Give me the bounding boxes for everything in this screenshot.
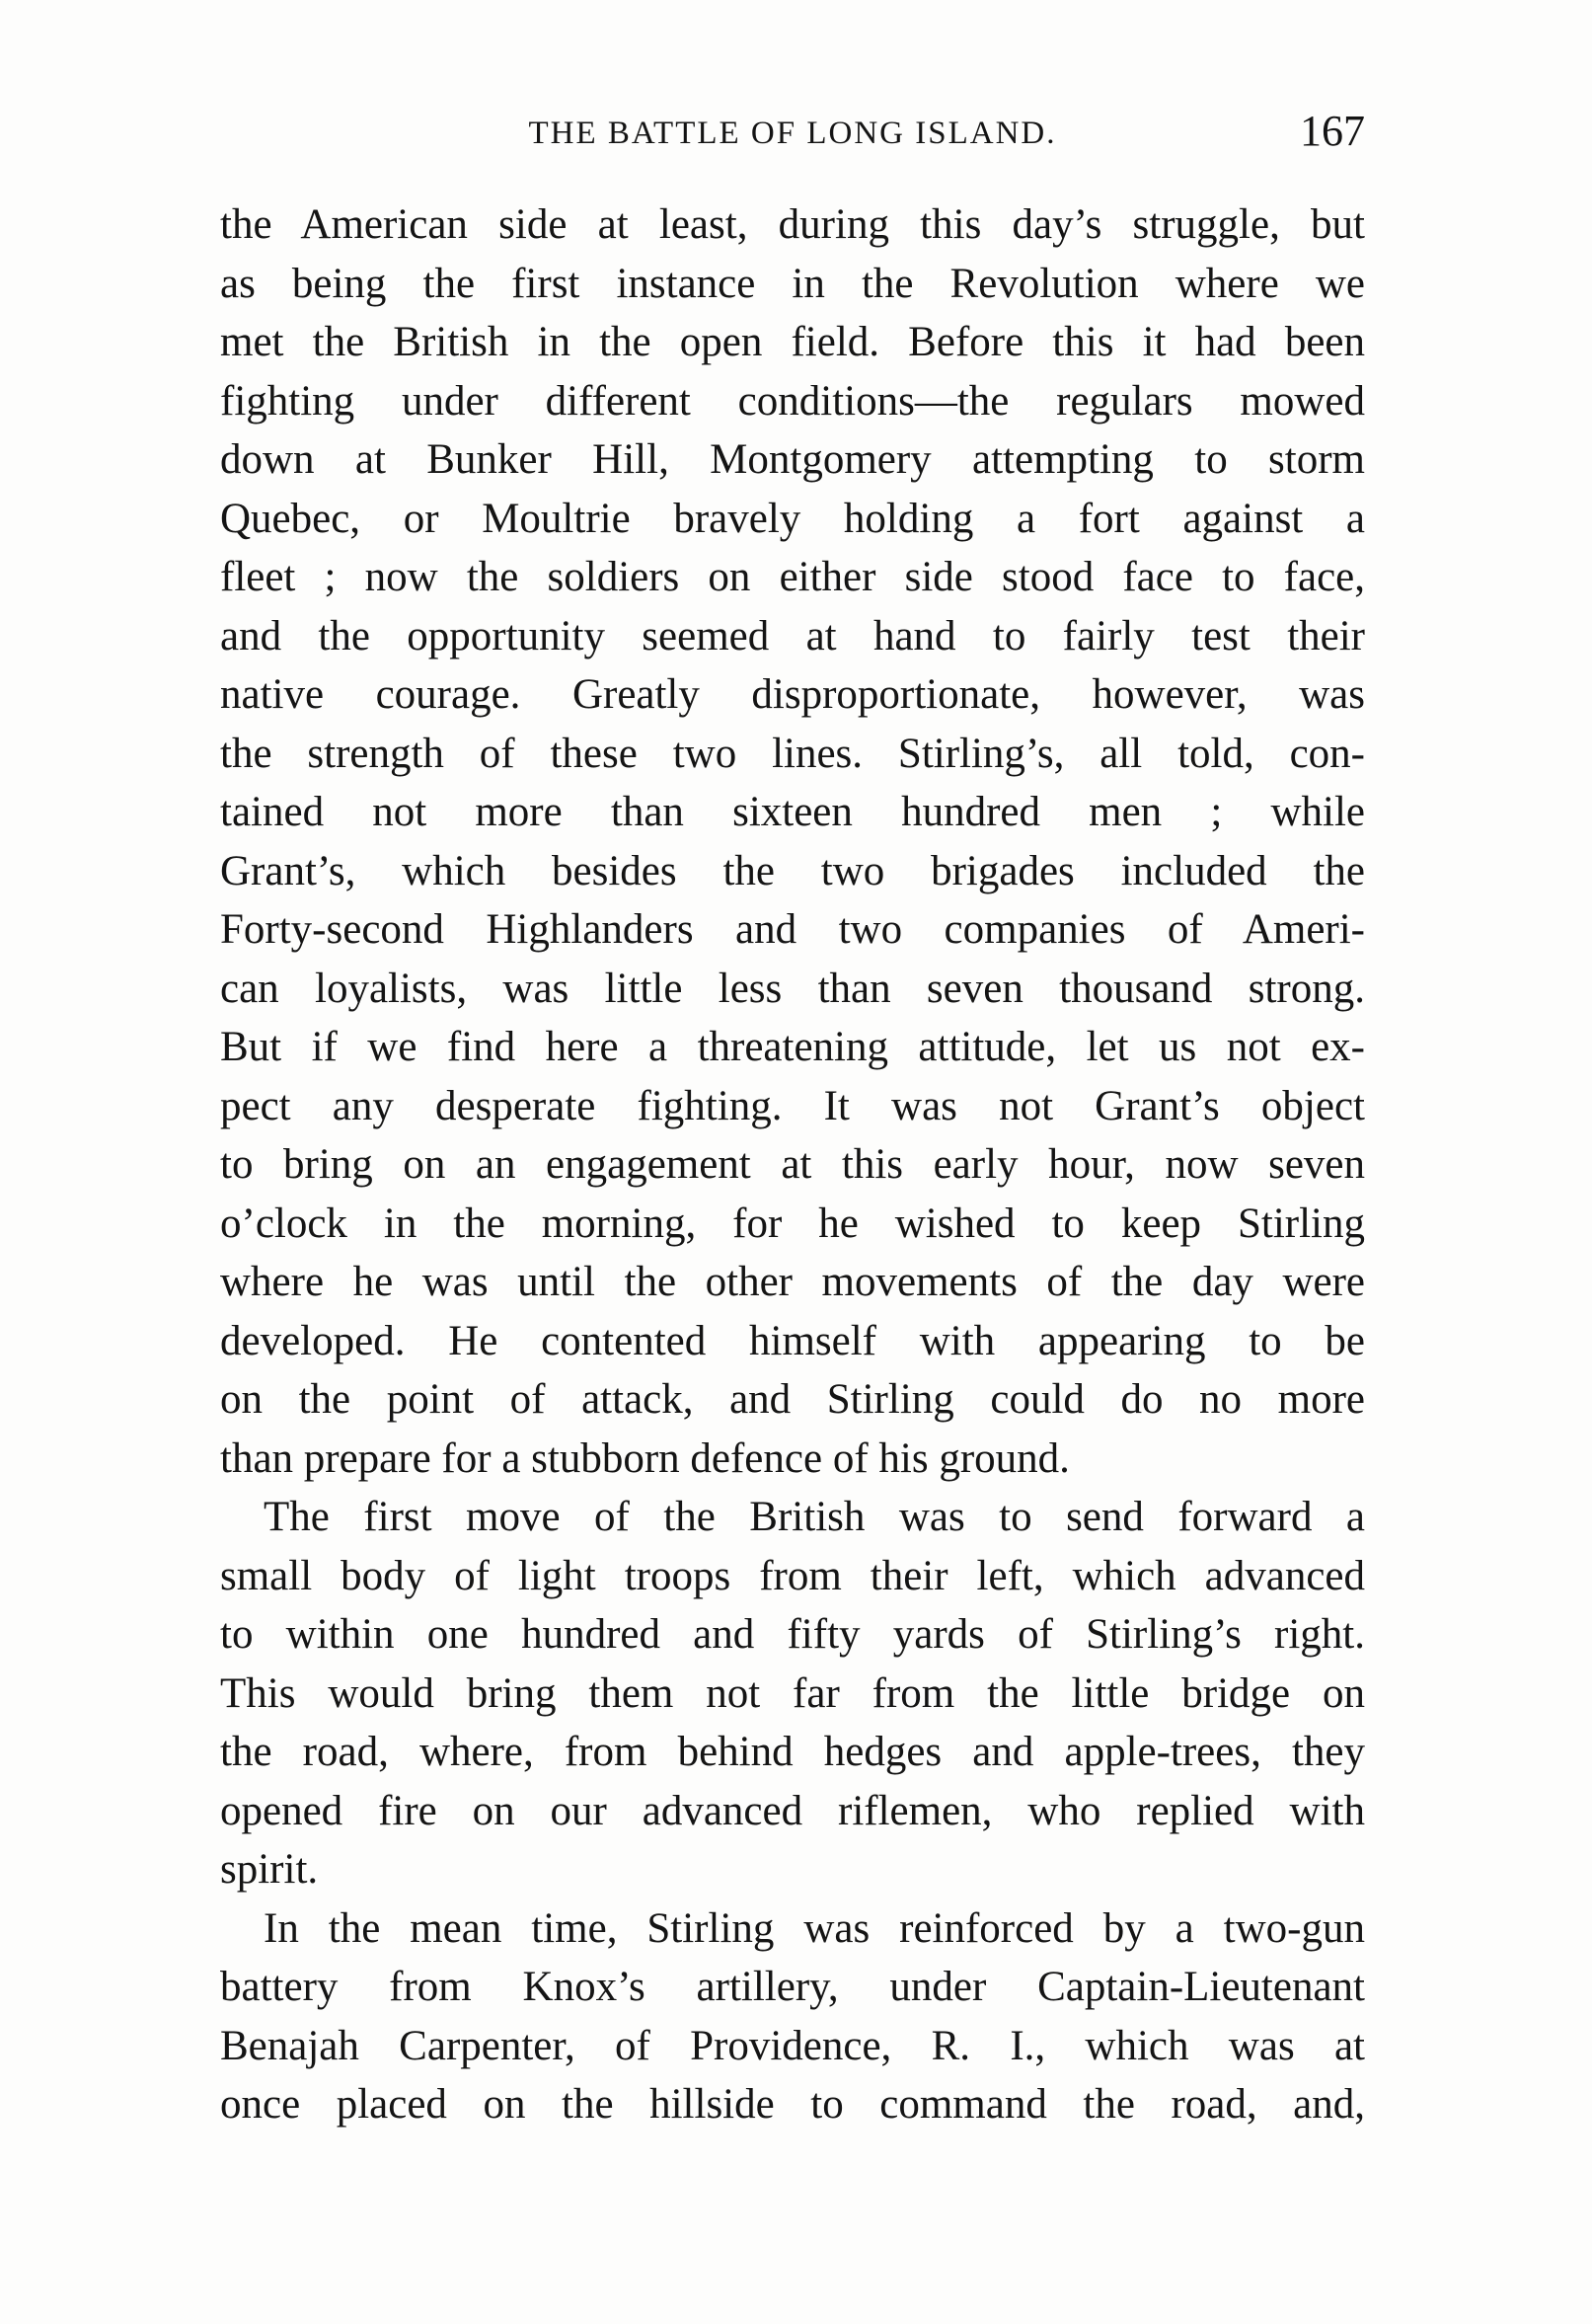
text-line: Benajah Carpenter, of Providence, R. I., which was at <box>220 2022 1365 2069</box>
text-line: fleet ; now the soldiers on either side stood face to face, <box>220 554 1365 600</box>
running-head <box>220 109 1365 168</box>
text-line: Forty-second Highlanders and two companies of Ameri- <box>220 906 1365 953</box>
text-line: Quebec, or Moultrie bravely holding a fort against a <box>220 495 1365 542</box>
text-line: battery from Knox’s artillery, under Captain-Lieutenant <box>220 1964 1365 2010</box>
text-line: to bring on an engagement at this early hour, now seven <box>220 1141 1365 1188</box>
running-title: THE BATTLE OF LONG ISLAND. <box>528 116 1057 151</box>
text-line: Grant’s, which besides the two brigades included the <box>220 847 1365 894</box>
text-line: down at Bunker Hill, Montgomery attempting to storm <box>220 436 1365 483</box>
text-line: where he was until the other movements of the day were <box>220 1259 1365 1305</box>
text-line: tained not more than sixteen hundred men ; while <box>220 789 1365 835</box>
text-line: developed. He contented himself with appearing to be <box>220 1317 1365 1364</box>
text-line: and the opportunity seemed at hand to fairly test their <box>220 612 1365 659</box>
text-line: as being the first instance in the Revolution where we <box>220 260 1365 307</box>
text-line: pect any desperate fighting. It was not Grant’s object <box>220 1082 1365 1129</box>
text-line: the road, where, from behind hedges and apple-trees, they <box>220 1729 1365 1775</box>
body-text <box>220 195 1365 2134</box>
paragraph-last-line: spirit. <box>220 1846 319 1893</box>
text-line: on the point of attack, and Stirling could do no more <box>220 1376 1365 1423</box>
page-number: 167 <box>1300 107 1365 155</box>
text-line: o’clock in the morning, for he wished to keep Stirling <box>220 1200 1365 1247</box>
text-line: the American side at least, during this day’s struggle, but <box>220 201 1365 248</box>
text-line: to within one hundred and fifty yards of Stirling’s right. <box>220 1611 1365 1658</box>
text-line: native courage. Greatly disproportionate, however, was <box>220 671 1365 718</box>
text-line: This would bring them not far from the little bridge on <box>220 1669 1365 1717</box>
text-line: once placed on the hillside to command the road, and, <box>220 2081 1365 2128</box>
text-line: met the British in the open field. Before this it had been <box>220 319 1365 365</box>
paragraph-first-line: In the mean time, Stirling was reinforced by a two-gun <box>264 1904 1365 1952</box>
paragraph-last-line: than prepare for a stubborn defence of his ground. <box>220 1434 1070 1482</box>
text-line: But if we find here a threatening attitude, let us not ex- <box>220 1024 1365 1070</box>
text-line: the strength of these two lines. Stirling’s, all told, con- <box>220 730 1365 777</box>
text-line: opened fire on our advanced riflemen, who replied with <box>220 1787 1365 1834</box>
text-line: fighting under different conditions—the regulars mowed <box>220 377 1365 425</box>
text-line: small body of light troops from their left, which advanced <box>220 1552 1365 1599</box>
paragraph-first-line: The first move of the British was to send forward a <box>264 1494 1365 1540</box>
text-line: can loyalists, was little less than seven thousand strong. <box>220 965 1365 1012</box>
